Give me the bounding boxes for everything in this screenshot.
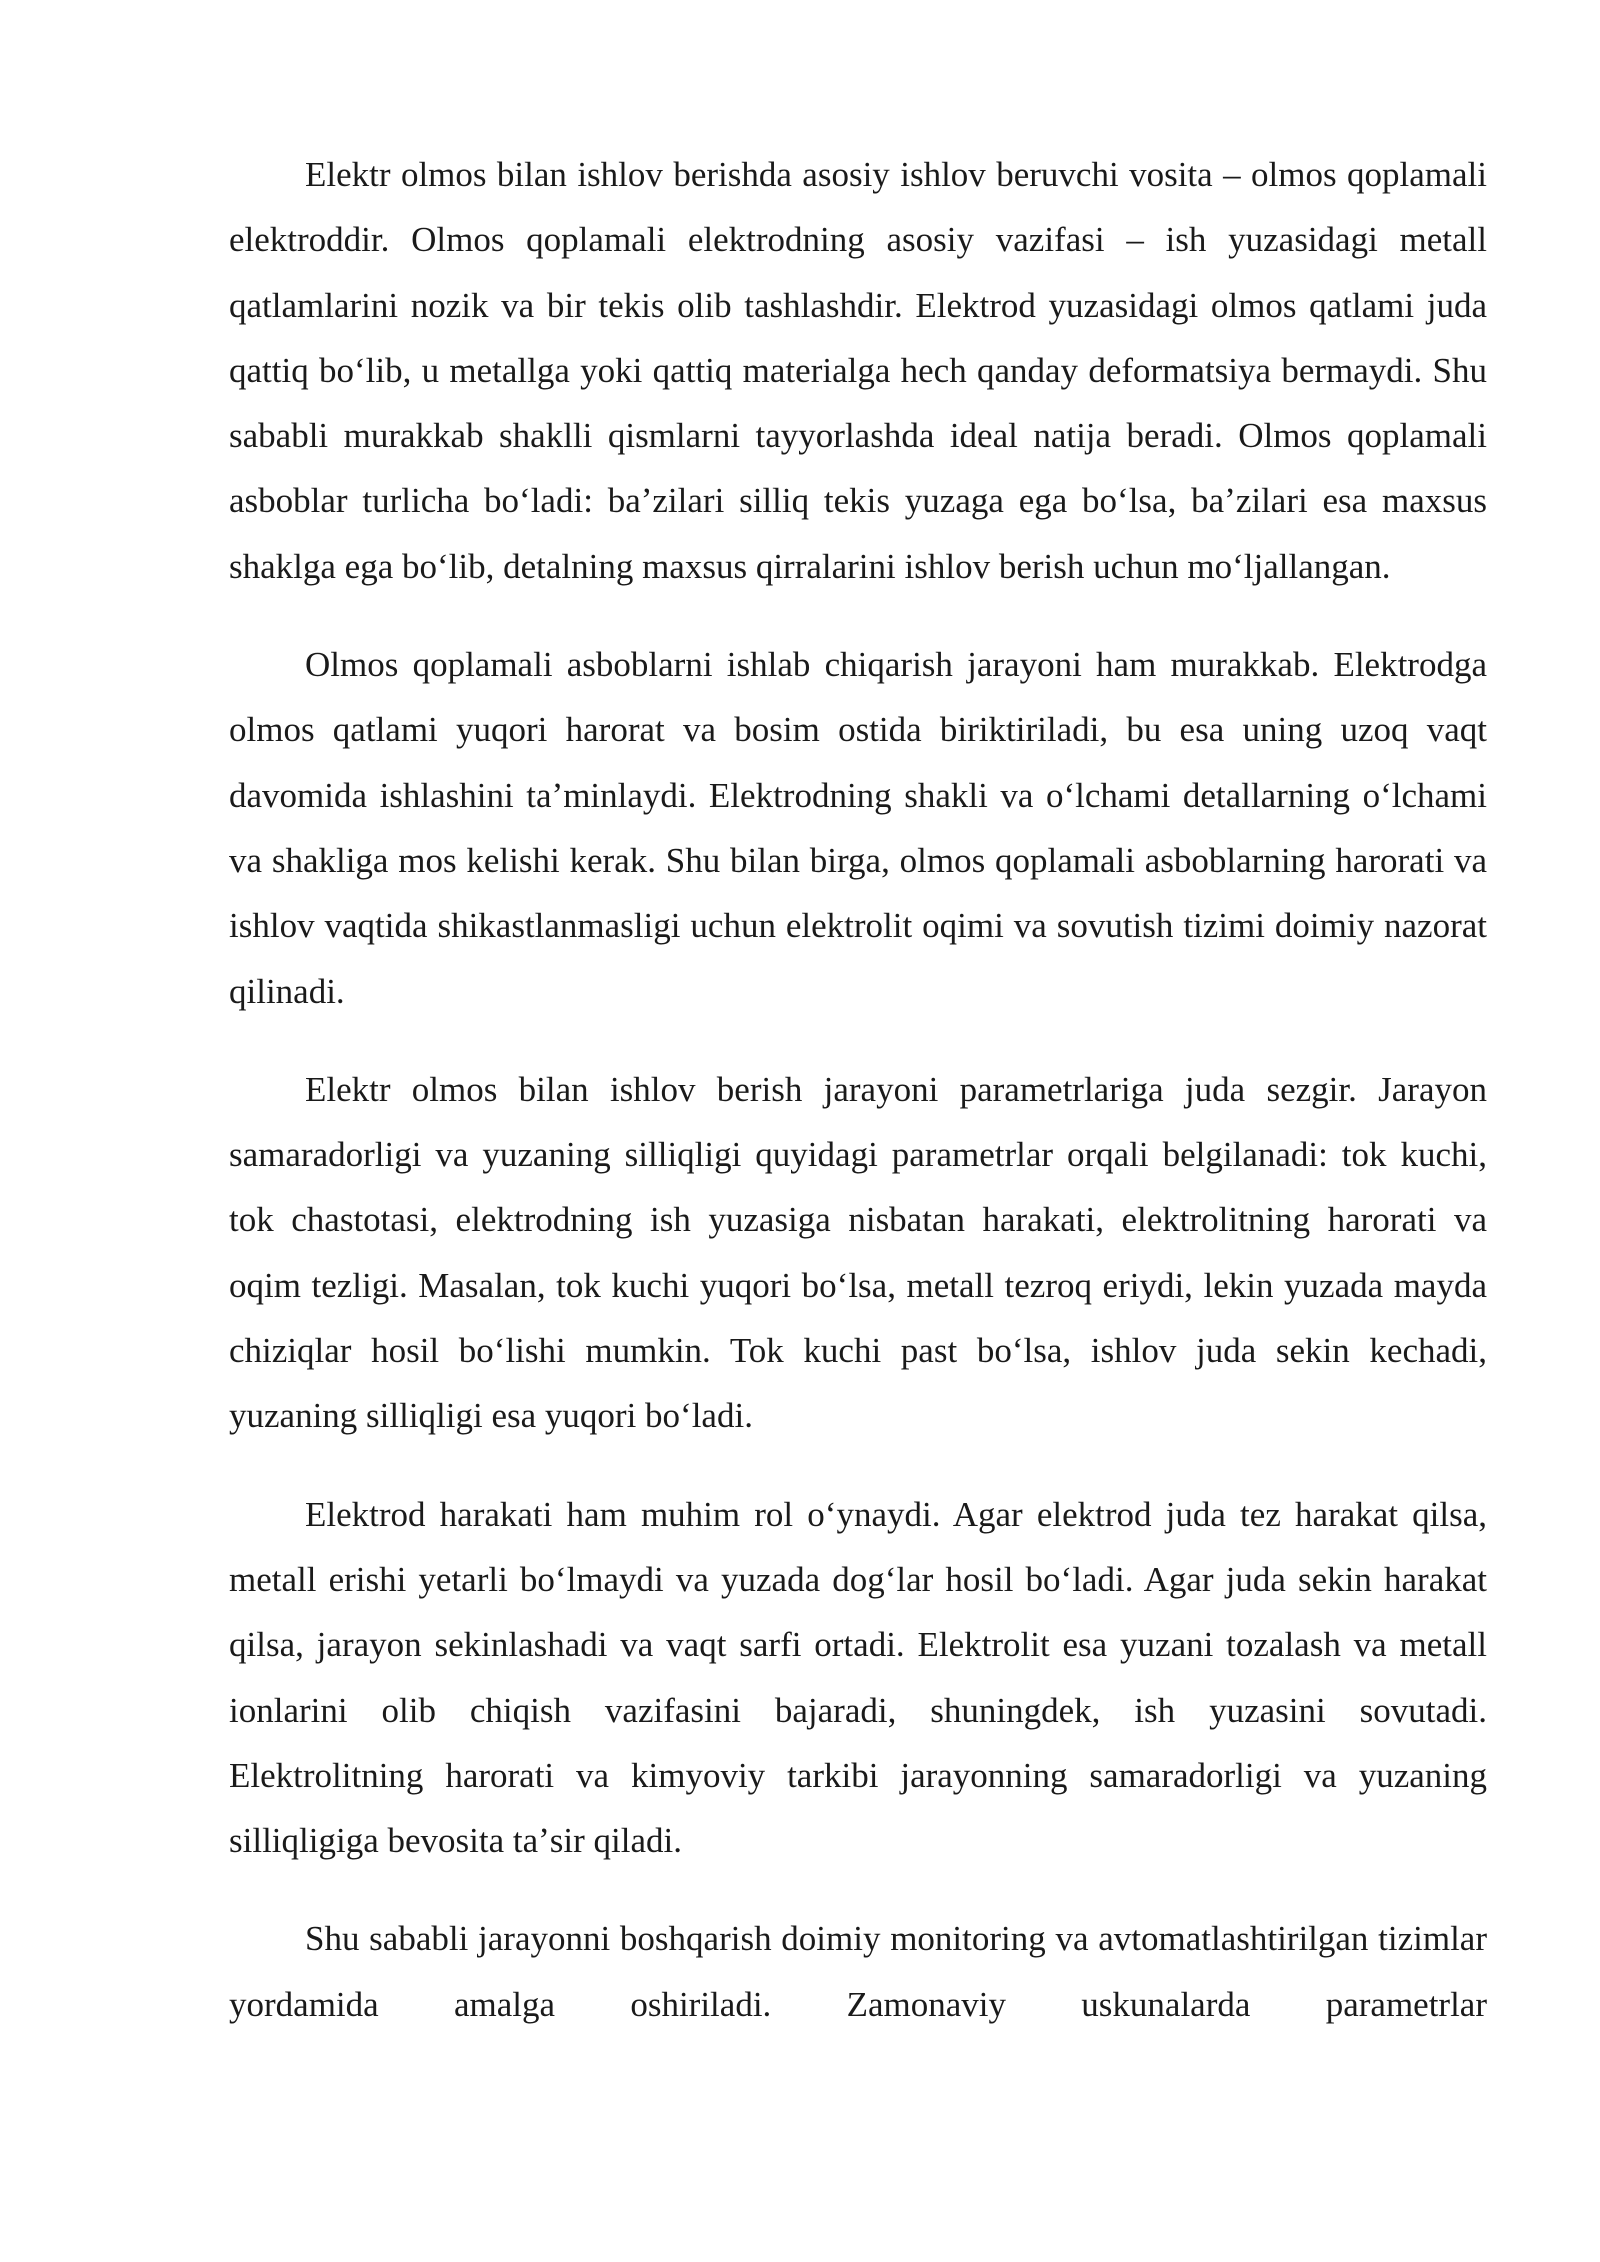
paragraph-3: Elektr olmos bilan ishlov berish jarayoni parametrlariga juda sezgir. Jarayon samaradorligi va yuzaning silliqligi quyidagi parametrlar orqali belgilanadi: tok kuchi, tok chastotasi, elektrodning ish yuzasiga nisbatan harakati, elektrolitning harorati va oqim tezligi. Masalan, tok kuchi yuqori boʻlsa, metall tezroq eriydi, lekin yuzada mayda chiziqlar hosil boʻlishi mumkin. Tok kuchi past boʻlsa, ishlov juda sekin kechadi, yuzaning silliqligi esa yuqori boʻladi. <box>229 1069 1487 1436</box>
document-body <box>229 142 1487 2070</box>
paragraph-5: Shu sababli jarayonni boshqarish doimiy monitoring va avtomatlashtirilgan tizimlar yordamida amalga oshiriladi. Zamonaviy uskunalarda parametrlar <box>229 1919 1487 2024</box>
paragraph-4: Elektrod harakati ham muhim rol oʻynaydi. Agar elektrod juda tez harakat qilsa, metall erishi yetarli boʻlmaydi va yuzada dogʻlar hosil boʻladi. Agar juda sekin harakat qilsa, jarayon sekinlashadi va vaqt sarfi ortadi. Elektrolit esa yuzani tozalash va metall ionlarini olib chiqish vazifasini bajaradi, shuningdek, ish yuzasini sovutadi. Elektrolitning harorati va kimyoviy tarkibi jarayonning samaradorligi va yuzaning silliqligiga bevosita taʼsir qiladi. <box>229 1494 1487 1861</box>
paragraph-1: Elektr olmos bilan ishlov berishda asosiy ishlov beruvchi vosita – olmos qoplamali elektroddir. Olmos qoplamali elektrodning asosiy vazifasi – ish yuzasidagi metall qatlamlarini nozik va bir tekis olib tashlashdir. Elektrod yuzasidagi olmos qatlami juda qattiq boʻlib, u metallga yoki qattiq materialga hech qanday deformatsiya bermaydi. Shu sababli murakkab shaklli qismlarni tayyorlashda ideal natija beradi. Olmos qoplamali asboblar turlicha boʻladi: baʼzilari silliq tekis yuzaga ega boʻlsa, baʼzilari esa maxsus shaklga ega boʻlib, detalning maxsus qirralarini ishlov berish uchun moʻljallangan. <box>229 155 1487 586</box>
paragraph-2: Olmos qoplamali asboblarni ishlab chiqarish jarayoni ham murakkab. Elektrodga olmos qatlami yuqori harorat va bosim ostida biriktiriladi, bu esa uning uzoq vaqt davomida ishlashini taʼminlaydi. Elektrodning shakli va oʻlchami detallarning oʻlchami va shakliga mos kelishi kerak. Shu bilan birga, olmos qoplamali asboblarning harorati va ishlov vaqtida shikastlanmasligi uchun elektrolit oqimi va sovutish tizimi doimiy nazorat qilinadi. <box>229 645 1487 1011</box>
